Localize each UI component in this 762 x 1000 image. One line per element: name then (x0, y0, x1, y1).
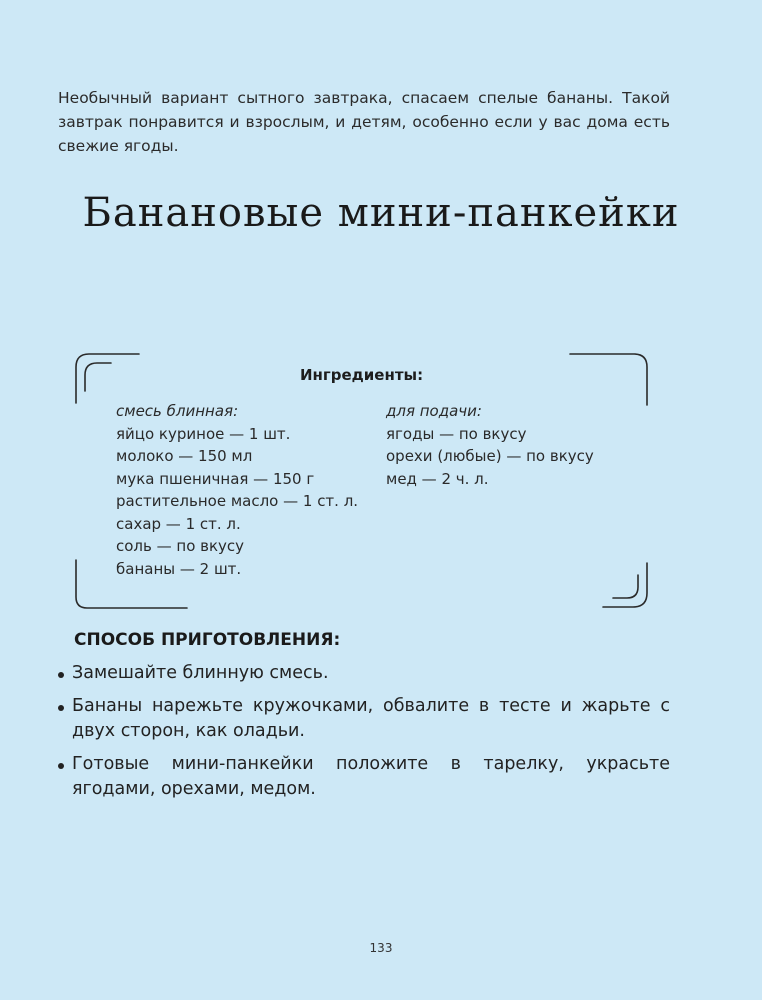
bullet-icon (58, 672, 64, 678)
bullet-icon (58, 705, 64, 711)
method-step (58, 694, 670, 744)
ingredient-item: мука пшеничная — 150 г (116, 469, 315, 488)
method-step (58, 661, 670, 686)
ingredients-left-column (116, 400, 358, 580)
ingredients-right-column (386, 400, 594, 490)
frame-corner-top-left-inner (85, 363, 111, 391)
method-heading: СПОСОБ ПРИГОТОВЛЕНИЯ: (74, 630, 341, 650)
method-step-text: Готовые мини-панкейки положите в тарелку, украсьте ягодами, орехами, медом. (72, 754, 670, 799)
method-steps (58, 661, 670, 810)
ingredient-item: соль — по вкусу (116, 537, 245, 555)
method-step (58, 752, 670, 802)
bullet-icon (58, 763, 64, 769)
ingredient-item: ягоды — по вкусу (386, 424, 527, 443)
left-column-head: смесь блинная: (116, 402, 239, 420)
ingredient-item: мед — 2 ч. л. (386, 469, 489, 488)
ingredient-item: сахар — 1 ст. л. (116, 514, 241, 533)
frame-corner-bottom-right (603, 563, 647, 607)
right-column-head: для подачи: (386, 402, 482, 420)
method-step-text: Бананы нарежьте кружочками, обвалите в тесте и жарьте с двух сторон, как оладьи. (72, 696, 670, 741)
frame-corner-top-right (570, 354, 647, 405)
ingredient-item: яйцо куриное — 1 шт. (116, 424, 291, 443)
method-step-text: Замешайте блинную смесь. (72, 663, 329, 683)
page-number: 133 (369, 941, 393, 955)
ingredients-heading: Ингредиенты: (300, 366, 424, 384)
ingredient-item: молоко — 150 мл (116, 447, 253, 465)
ingredient-item: орехи (любые) — по вкусу (386, 447, 594, 465)
ingredient-item: растительное масло — 1 ст. л. (116, 492, 359, 510)
intro-paragraph: Необычный вариант сытного завтрака, спасаем спелые бананы. Такой завтрак понравится и взрослым, и детям, особенно если у вас дома есть свежие ягоды. (58, 89, 670, 155)
ingredient-item: бананы — 2 шт. (116, 559, 242, 578)
frame-corner-bottom-right-inner (613, 575, 638, 598)
recipe-title: Банановые мини-панкейки (82, 190, 680, 236)
